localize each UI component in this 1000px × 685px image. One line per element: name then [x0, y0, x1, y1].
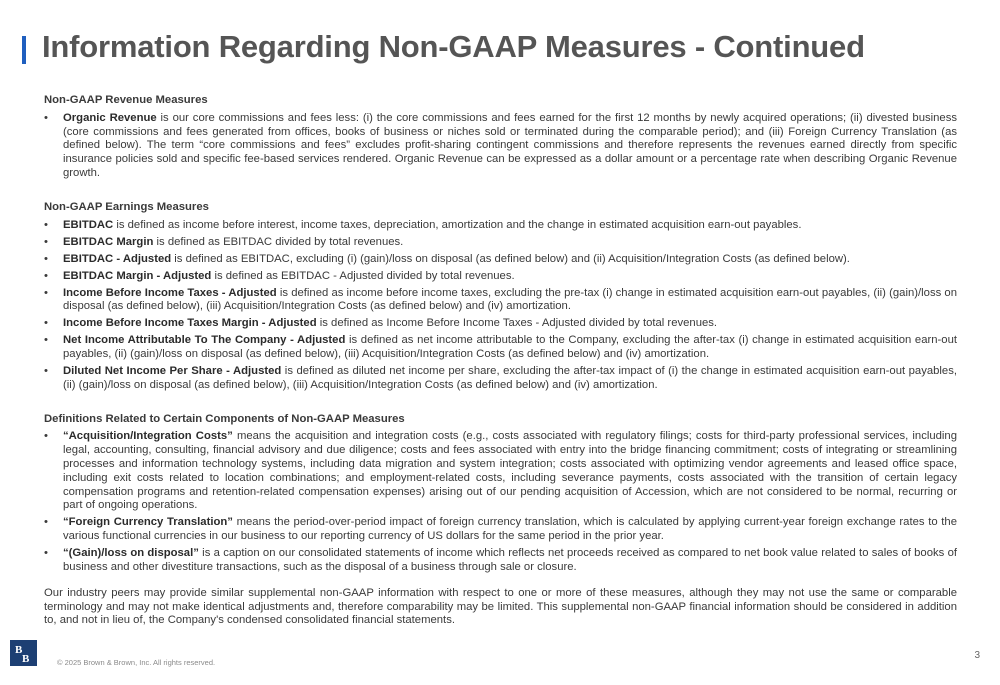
bullet-term: Organic Revenue — [63, 111, 157, 124]
brown-brown-logo — [10, 640, 37, 666]
earnings-heading: Non-GAAP Earnings Measures — [44, 200, 209, 213]
bullet-text: is defined as EBITDAC divided by total revenues. — [153, 235, 404, 248]
definitions-heading: Definitions Related to Certain Components of Non-GAAP Measures — [44, 412, 405, 425]
bullet-term: Income Before Income Taxes - Adjusted — [63, 286, 277, 299]
bullet-item — [44, 236, 957, 250]
bullet-item — [44, 430, 957, 513]
logo-mark-icon — [10, 640, 37, 666]
revenue-list — [44, 112, 957, 181]
bullet-text: is defined as EBITDAC - Adjusted divided by total revenues. — [211, 269, 515, 282]
content — [44, 94, 957, 628]
bullet-text: is defined as income before income taxes, excluding the pre-tax (i) change in estimated acquisition earn-out payables, (ii) (gain)/loss on disposal (as defined below), (iii) Acquisition/Integration Costs (as defined below) and (iv) amortization. — [63, 286, 957, 313]
bullet-term: EBITDAC Margin — [63, 235, 154, 248]
bullet-text: means the period-over-period impact of foreign currency translation, which is calculated by applying current-year foreign exchange rates to the various functional currencies in our business to our reporting currency of US dollars for the same period in the prior year. — [63, 516, 957, 543]
bullet-text: is a caption on our consolidated statements of income which reflects net proceeds received as compared to net book value related to sales of books of business and other divestiture transactions, such as the disposal of a business through sale or closure. — [63, 547, 957, 573]
bullet-term: “Acquisition/Integration Costs” — [63, 430, 233, 443]
logo-letter-b1: B — [15, 644, 23, 656]
bullet-item — [44, 317, 957, 331]
earnings-list — [44, 219, 957, 393]
bullet-item — [44, 270, 957, 284]
page-number: 3 — [974, 650, 980, 661]
bullet-term: “(Gain)/loss on disposal” — [63, 547, 199, 560]
revenue-section — [44, 94, 957, 181]
earnings-section — [44, 201, 957, 393]
bullet-term: EBITDAC - Adjusted — [63, 252, 172, 265]
bullet-item — [44, 547, 957, 575]
definitions-section — [44, 413, 957, 575]
closing-paragraph: Our industry peers may provide similar supplemental non-GAAP information with respect to one or more of these measures, although they may not use the same or comparable terminology and may not make identical adjustments and, therefore comparability may be limited. This supplemental non-GAAP financial information should be considered in addition to, and not in lieu of, the Company's condensed consolidated financial statements. — [44, 586, 957, 627]
bullet-item — [44, 516, 957, 544]
copyright-text: © 2025 Brown & Brown, Inc. All rights reserved. — [57, 658, 216, 667]
definitions-list — [44, 430, 957, 574]
logo-letter-b2: B — [22, 653, 30, 665]
bullet-text: is defined as income before interest, income taxes, depreciation, amortization and the change in estimated acquisition earn-out payables. — [113, 218, 802, 231]
revenue-heading: Non-GAAP Revenue Measures — [44, 94, 208, 106]
bullet-text: is defined as EBITDAC, excluding (i) (gain)/loss on disposal (as defined below) and (ii) Acquisition/Integration Costs (as defined below). — [171, 252, 850, 265]
bullet-item — [44, 334, 957, 362]
bullet-text: means the acquisition and integration costs (e.g., costs associated with regulatory filings; costs for third-party professional services, including legal, accounting, consulting, financial advisory and due diligence; costs and fees associated with entry into the bridge financing commitment; costs of integrating or streamlining processes and information technology systems, including data migration and system integration; costs associated with optimizing vendor agreements and leased office space, including exit costs related to location combinations; and employment-related costs, including severance payments, costs associated with the transition of certain legacy compensation programs and retention-related compensation expenses) arising out of our pending acquisition of Accession, which are not considered to be normal, recurring or part of ongoing operations. — [63, 430, 957, 512]
bullet-term: EBITDAC — [63, 218, 114, 231]
bullet-term: EBITDAC Margin - Adjusted — [63, 269, 212, 282]
bullet-text: is our core commissions and fees less: (i) the core commissions and fees earned for the first 12 months by newly acquired operations; (ii) divested business (core commissions and fees generated from offices, books of business or niches sold or terminated during the comparable period); and (iii) Foreign Currency Translation (as defined below). The term “core commissions and fees” excludes profit-sharing contingent commissions and therefore represents the revenues earned directly from specific insurance policies sold and specific fee-based services rendered. Organic Revenue can be expressed as a dollar amount or a percentage rate when describing Organic Revenue growth. — [63, 111, 957, 179]
bullet-item — [44, 219, 957, 233]
page-title: Information Regarding Non-GAAP Measures - Continued — [42, 29, 865, 64]
bullet-item — [44, 287, 957, 315]
bullet-item — [44, 112, 957, 181]
bullet-term: “Foreign Currency Translation” — [63, 516, 233, 529]
bullet-term: Diluted Net Income Per Share - Adjusted — [63, 365, 282, 378]
bullet-item — [44, 253, 957, 267]
bullet-term: Income Before Income Taxes Margin - Adjusted — [63, 317, 317, 330]
bullet-text: is defined as diluted net income per share, excluding the after-tax impact of (i) the change in estimated acquisition earn-out payables, (ii) (gain)/loss on disposal (as defined below), (iii) Acquisition/Integration Costs (as defined below) and (iv) amortization. — [63, 365, 957, 391]
bullet-term: Net Income Attributable To The Company - Adjusted — [63, 334, 346, 347]
bullet-text: is defined as net income attributable to the Company, excluding the after-tax (i) change in estimated acquisition earn-out payables, (ii) (gain)/loss on disposal (as defined below), (iii) Acquisition/Integration Costs (as defined below) and (iv) amortization. — [63, 334, 957, 361]
title-accent-bar — [22, 36, 26, 64]
bullet-item — [44, 365, 957, 393]
bullet-text: is defined as Income Before Income Taxes - Adjusted divided by total revenues. — [316, 317, 718, 330]
